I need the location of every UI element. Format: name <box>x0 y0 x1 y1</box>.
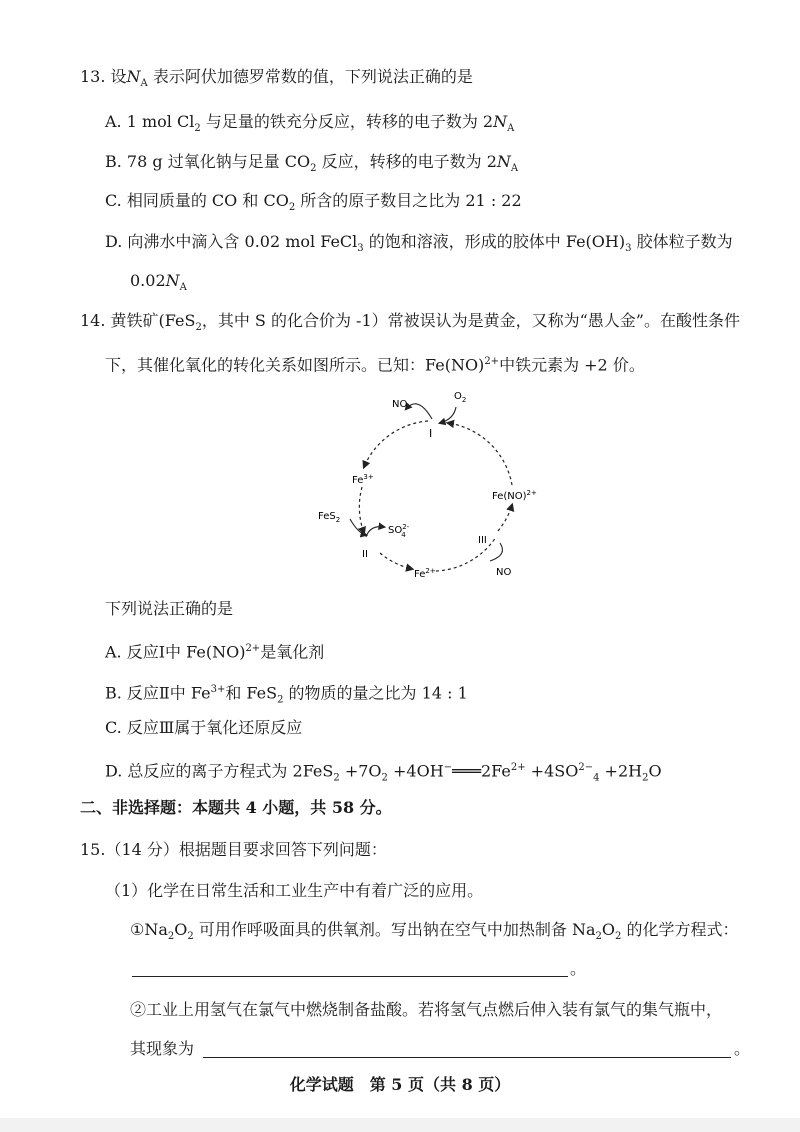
q13-option-a: A. 1 mol $Cl_2$ 与足量的铁充分反应，转移的电子数为 $2N_A$ <box>105 112 515 135</box>
q13-stem: 13. 设$N_A$ 表示阿伏加德罗常数的值，下列说法正确的是 <box>80 67 473 90</box>
no-release-arrow <box>406 404 432 419</box>
cycle-arc-right <box>498 505 512 531</box>
q15-part-1: （1）化学在日常生活和工业生产中有着广泛的应用。 <box>105 881 484 900</box>
q13-option-d: D. 向沸水中滴入含 0.02 mol FeCl$_3$ 的饱和溶液，形成的胶体中 $Fe(OH)_3$ 胶体粒子数为 <box>105 232 733 255</box>
q13-option-b: B. 78 g 过氧化钠与足量 $CO_2$ 反应，转移的电子数为 $2N_A$ <box>105 152 519 175</box>
q14-prompt: 下列说法正确的是 <box>105 599 234 618</box>
q14-option-d: D. 总反应的离子方程式为 $2FeS_2 +7O_2$ $+4OH^-═══2Fe^{2+} +4SO^{2-}_4 +2H_2O$ <box>105 761 662 784</box>
no-input-arrow <box>490 543 502 561</box>
label-feno: Fe(NO)$^{2+}$ <box>492 489 537 502</box>
label-no-top: NO <box>392 399 408 410</box>
page-footer: 化学试题 第 5 页（共 8 页） <box>289 1075 511 1094</box>
q14-stem-line1: 14. 黄铁矿(FeS$_2$，其中 S 的化合价为 -1）常被误认为是黄金，又称为“愚人金”。在酸性条件 <box>80 311 740 334</box>
cycle-arc-top-left <box>364 421 428 467</box>
label-fes2: FeS$_2$ <box>318 511 341 524</box>
label-reaction-iii: III <box>478 535 487 546</box>
fes2-input-arrow <box>350 519 366 535</box>
q14-option-b: B. 反应Ⅱ中 $Fe^{3+}$和 FeS$_2$ 的物质的量之比为 14 : 1 <box>105 683 468 706</box>
bottom-band <box>0 1118 800 1132</box>
cycle-arc-bottom-right <box>436 537 496 571</box>
label-reaction-i: I <box>429 427 433 440</box>
q15-stem: 15.（14 分）根据题目要求回答下列问题： <box>80 840 387 859</box>
label-reaction-ii: II <box>362 549 368 560</box>
q15-item-2-prompt: 其现象为 <box>130 1039 195 1058</box>
catalytic-cycle-diagram <box>300 385 540 595</box>
cycle-arc-top-right <box>448 423 512 485</box>
q13-option-c: C. 相同质量的 CO 和 $CO_2$ 所含的原子数目之比为 21 : 22 <box>105 191 522 214</box>
answer-blank-1[interactable] <box>132 976 568 977</box>
label-no-bottom: NO <box>496 567 512 578</box>
cycle-arc-left <box>359 487 364 533</box>
so4-release-arrow <box>366 527 384 537</box>
label-o2: $O_2$ <box>454 391 467 404</box>
answer-blank-2-end: 。 <box>734 1039 751 1058</box>
o2-input-arrow <box>440 407 456 423</box>
q14-option-a: A. 反应Ⅰ中 Fe(NO)$^{2+}$是氧化剂 <box>105 642 325 662</box>
q13-option-d-cont: $0.02N_A$ <box>130 271 187 294</box>
answer-blank-2[interactable] <box>203 1057 731 1058</box>
label-fe2: $Fe^{2+}$ <box>414 567 436 580</box>
q14-stem-line2: 下，其催化氧化的转化关系如图所示。已知：Fe(NO)$^{2+}$中铁元素为 +2 价。 <box>105 355 645 375</box>
label-so4: $SO^{2-}4$ <box>388 523 410 539</box>
label-fe3: $Fe^{3+}$ <box>352 473 374 486</box>
section-2-heading: 二、非选择题：本题共 4 小题，共 58 分。 <box>80 798 392 817</box>
q14-option-c: C. 反应Ⅲ属于氧化还原反应 <box>105 718 303 737</box>
cycle-arc-bottom <box>380 553 412 569</box>
q15-item-1: $①Na_2O_2$ 可用作呼吸面具的供氧剂。写出钠在空气中加热制备 $Na_2O_2$ 的化学方程式： <box>130 920 739 943</box>
q15-item-2: ②工业上用氢气在氯气中燃烧制备盐酸。若将氢气点燃后伸入装有氯气的集气瓶中， <box>130 1000 723 1019</box>
answer-blank-1-end: 。 <box>570 959 587 978</box>
